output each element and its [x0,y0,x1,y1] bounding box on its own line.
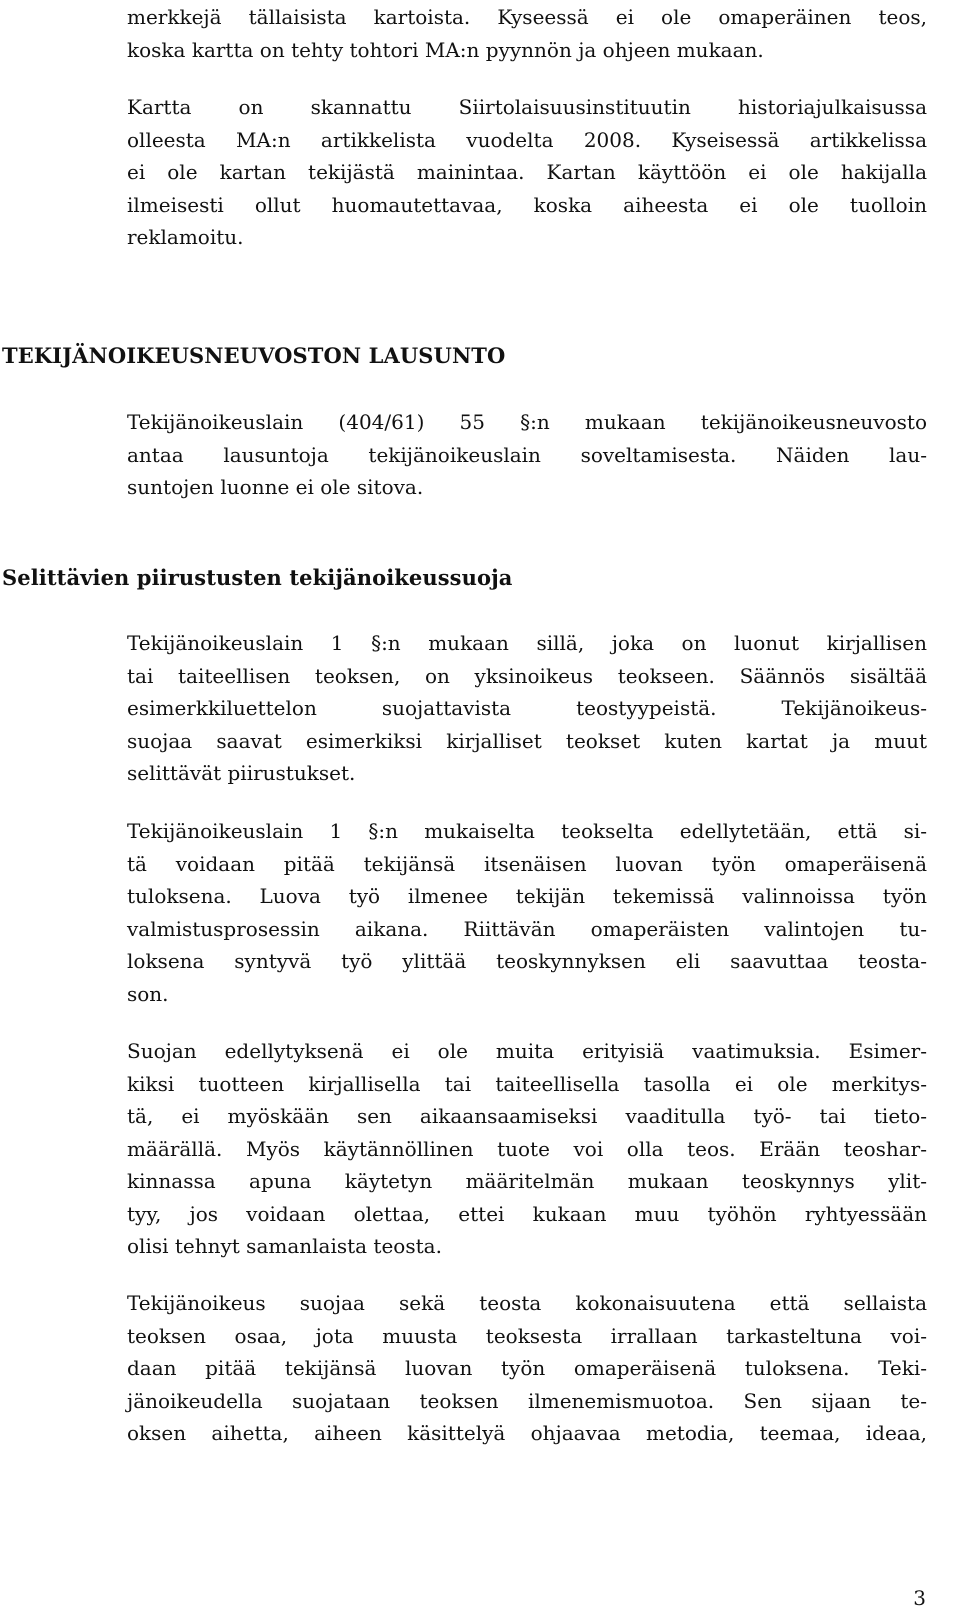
text-line: merkkejä tällaisista kartoista. Kyseessä ei ole omaperäinen teos, [127,5,927,29]
paragraph-council-statement [127,406,927,504]
paragraph-continuation [127,1,927,66]
paragraph-copyright-law [127,627,927,790]
page-number: 3 [913,1586,926,1610]
text-line: ilmeisesti ollut huomautettavaa, koska aiheesta ei ole tuolloin [127,192,927,217]
text-line: Suojan edellytyksenä ei ole muita erityisiä vaatimuksia. Esimer- [127,1039,927,1063]
section-heading-sub: Selittävien piirustusten tekijänoikeussuoja [2,565,513,590]
paragraph-requirements [127,1035,927,1263]
text-line: Tekijänoikeuslain 1 §:n mukaan sillä, joka on luonut kirjallisen [127,631,927,655]
text-line: olleesta MA:n artikkelista vuodelta 2008. Kyseisessä artikkelissa [127,127,927,152]
text-line: kinnassa apuna käytetyn määritelmän mukaan teoskynnys ylit- [127,1169,927,1193]
text-line: ei ole kartan tekijästä mainintaa. Kartan käyttöön ei ole hakijalla [127,160,927,184]
text-line: son. [127,981,169,1006]
text-line: olisi tehnyt samanlaista teosta. [127,1234,442,1258]
text-line: Kartta on skannattu Siirtolaisuusinstituutin historiajulkaisussa [127,95,927,119]
text-line: oksen aihetta, aiheen käsittelyä ohjaavaa metodia, teemaa, ideaa, [127,1421,927,1445]
text-line: tä voidaan pitää tekijänsä itsenäisen luovan työn omaperäisenä [127,851,927,876]
text-line: esimerkkiluettelon suojattavista teostyypeistä. Tekijänoikeus- [127,696,927,720]
text-line: suntojen luonne ei ole sitova. [127,475,424,499]
text-line: valmistusprosessin aikana. Riittävän omaperäisten valintojen tu- [127,916,927,941]
text-line: tyy, jos voidaan olettaa, ettei kukaan muu työhön ryhtyessään [127,1201,927,1226]
text-line: tä, ei myöskään sen aikaansaamiseksi vaaditulla työ- tai tieto- [127,1104,927,1128]
text-line: Tekijänoikeuslain 1 §:n mukaiselta teokselta edellytetään, että si- [127,819,927,843]
text-line: reklamoitu. [127,225,244,249]
paragraph-work-parts [127,1287,927,1450]
text-line: kiksi tuotteen kirjallisella tai taiteellisella tasolla ei ole merkitys- [127,1071,927,1096]
text-line: Tekijänoikeus suojaa sekä teosta kokonaisuutena että sellaista [127,1291,927,1315]
text-line: antaa lausuntoja tekijänoikeuslain soveltamisesta. Näiden lau- [127,442,927,467]
text-line: jänoikeudella suojataan teoksen ilmenemismuotoa. Sen sijaan te- [127,1388,927,1413]
text-line: loksena syntyvä työ ylittää teoskynnyksen eli saavuttaa teosta- [127,949,927,973]
text-line: suojaa saavat esimerkiksi kirjalliset teokset kuten kartat ja muut [127,728,927,753]
text-line: Tekijänoikeuslain (404/61) 55 §:n mukaan tekijänoikeusneuvosto [127,410,927,434]
text-line: teoksen osaa, jota muusta teoksesta irrallaan tarkasteltuna voi- [127,1323,927,1348]
text-line: daan pitää tekijänsä luovan työn omaperäisenä tuloksena. Teki- [127,1356,927,1380]
text-line: määrällä. Myös käytännöllinen tuote voi olla teos. Erään teoshar- [127,1136,927,1161]
paragraph-map-source [127,91,927,254]
text-line: koska kartta on tehty tohtori MA:n pyynnön ja ohjeen mukaan. [127,37,764,62]
text-line: tai taiteellisen teoksen, on yksinoikeus teokseen. Säännös sisältää [127,663,927,688]
text-line: selittävät piirustukset. [127,761,356,785]
text-line: tuloksena. Luova työ ilmenee tekijän tekemissä valinnoissa työn [127,884,927,908]
paragraph-originality [127,815,927,1010]
section-heading-main: TEKIJÄNOIKEUSNEUVOSTON LAUSUNTO [2,343,506,368]
